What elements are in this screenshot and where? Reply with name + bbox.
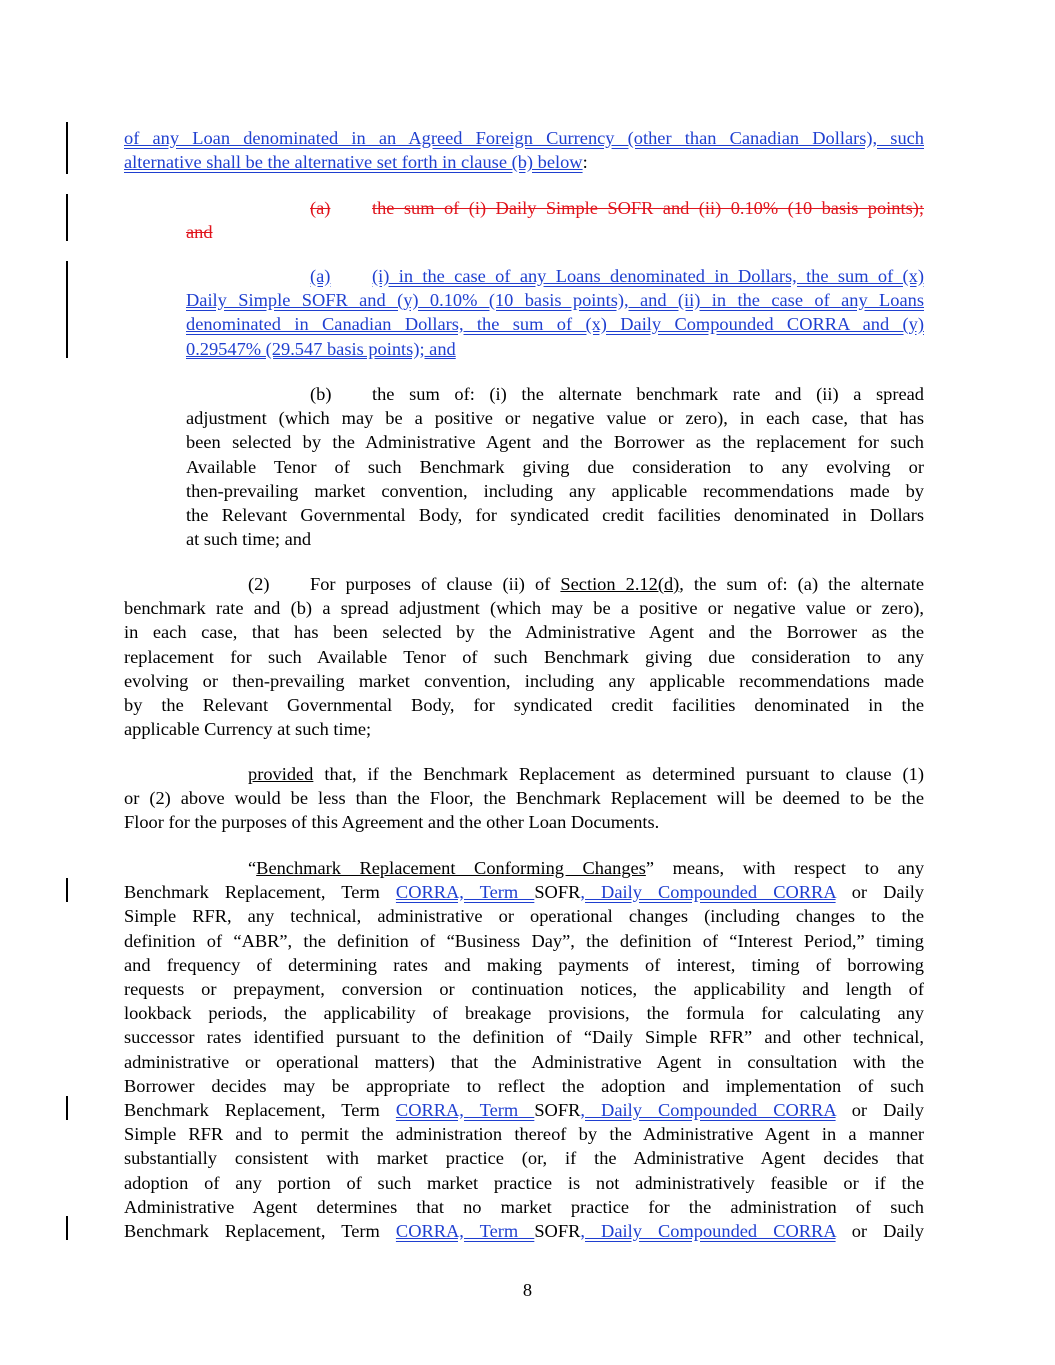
section-reference: Section 2.12(d) [560,574,680,594]
paragraph-continuation: of any Loan denominated in an Agreed Foreign Currency (other than Canadian Dollars), such alternative shall be the alternative set forth in clause (b) below: [124,128,924,173]
provided-keyword: provided [248,764,314,784]
clause-b: (b) the sum of: (i) the alternate benchmark rate and (ii) a spread adjustment (which may be a positive or negative value or zero), in each case, that has been selected by the Administrative Agent and the Borrower as the replacement for such Available Tenor of such Benchmark giving due consideration to any evolving or then-prevailing market convention, including any applicable recommendations made by the Relevant Governmental Body, for syndicated credit facilities denominated in Dollars at such time; and [186,384,924,550]
inserted-text: Daily Simple SOFR and (y) 0.10% (10 basis points), and (ii) in the case of any Loans [186,290,924,311]
change-bar [66,194,68,241]
deleted-clause-number: (a) [310,198,331,218]
provided-paragraph: provided that, if the Benchmark Replacement as determined pursuant to clause (1) or (2) above would be less than the Floor, the Benchmark Replacement will be deemed to be the Floor for the purposes of this Agreement and the other Loan Documents. [124,764,924,833]
inserted-text: CORRA, Term [395,882,535,903]
page-number: 8 [522,1280,533,1300]
clause-number: (b) [310,384,332,404]
change-bar [66,261,68,358]
inserted-text: CORRA, Term [395,1100,535,1121]
change-bar [66,878,68,902]
inserted-text: alternative shall be the alternative set forth in clause (b) below [124,152,583,173]
clause-a-inserted [186,264,924,361]
clause-2: (2) For purposes of clause (ii) of Section 2.12(d), the sum of: (a) the alternate benchmark rate and (b) a spread adjustment (which may be a positive or negative value or zero), in each case, that has been selected by the Administrative Agent and the Borrower as the replacement for such Available Tenor of such Benchmark giving due consideration to any evolving or then-prevailing market convention, including any applicable recommendations made by the Relevant Governmental Body, for syndicated credit facilities denominated in the applicable Currency at such time; [124,574,924,740]
inserted-text: , Daily Compounded CORRA [580,882,836,903]
clause-a-deleted [186,196,924,244]
clause-number: (2) [248,574,270,594]
change-bar [66,122,68,174]
deleted-text: the sum of (i) Daily Simple SOFR and (ii) 0.10% (10 basis points); [372,198,924,218]
inserted-clause-number: (a) [310,266,331,286]
definition-benchmark-replacement-conforming-changes: “Benchmark Replacement Conforming Changes” means, with respect to any Benchmark Replacement, Term CORRA, Term SOFR, Daily Compounded CORRA or Daily Simple RFR, any technical, administrative or operational changes (including changes to the definition of “ABR”, the definition of “Business Day”, the definition of “Interest Period,” timing and frequency of determining rates and making payments of interest, timing of borrowing requests or prepayment, conversion or continuation notices, the applicability and length of lookback periods, the applicability of breakage provisions, the formula for calculating any successor rates identified pursuant to the definition of “Daily Simple RFR” and other technical, administrative or operational matters) that the Administrative Agent in consultation with the Borrower decides may be appropriate to reflect the adoption and implementation of such Benchmark Replacement, Term CORRA, Term SOFR, Daily Compounded CORRA or Daily Simple RFR and to permit the administration thereof by the Administrative Agent in a manner substantially consistent with market practice (or, if the Administrative Agent decides that adoption of any portion of such market practice is not administratively feasible or if the Administrative Agent determines that no market practice for the administration of such Benchmark Replacement, Term CORRA, Term SOFR, Daily Compounded CORRA or Daily [124,858,925,1242]
deleted-text: and [186,222,213,243]
inserted-text: denominated in Canadian Dollars, the sum of (x) Daily Compounded CORRA and (y) [186,314,924,335]
change-bar [66,1096,68,1120]
inserted-text: 0.29547% (29.547 basis points); and [186,338,456,359]
inserted-text: (i) in the case of any Loans denominated in Dollars, the sum of (x) [372,266,924,286]
inserted-text: , Daily Compounded CORRA [580,1100,836,1121]
change-bar [66,1216,68,1240]
inserted-text: of any Loan denominated in an Agreed Foreign Currency (other than Canadian Dollars), such [124,128,924,148]
inserted-text: CORRA, Term [395,1221,535,1242]
defined-term: Benchmark Replacement Conforming Changes [256,858,646,878]
inserted-text: , Daily Compounded CORRA [580,1221,836,1242]
